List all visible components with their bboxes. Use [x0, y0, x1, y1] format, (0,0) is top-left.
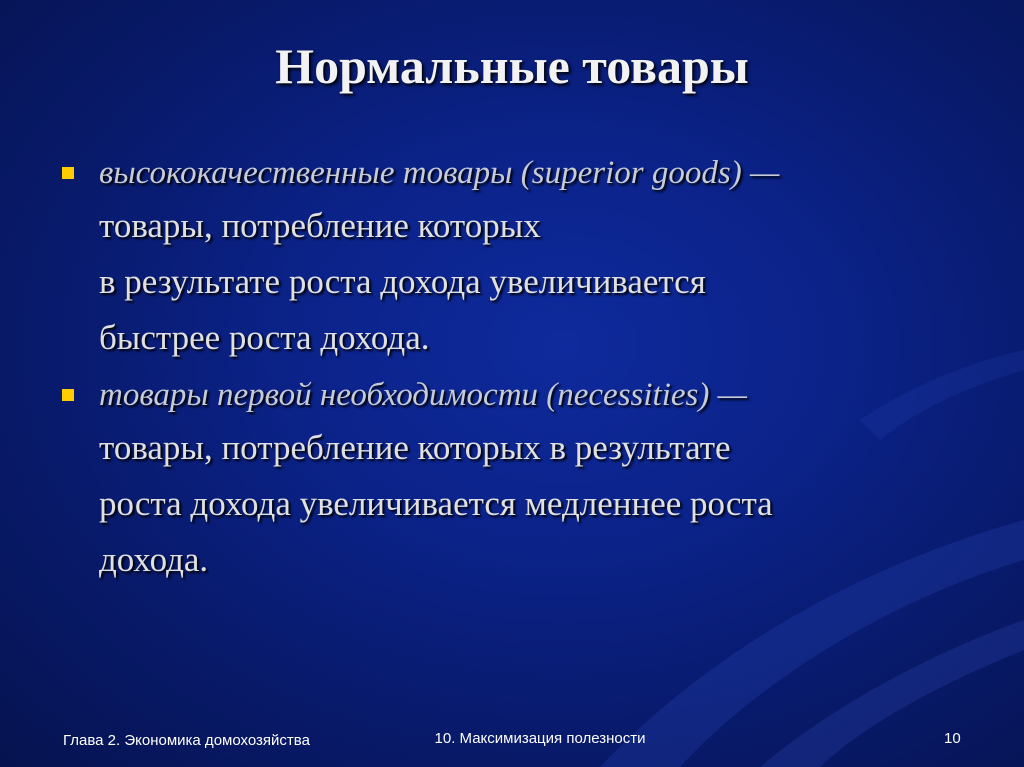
bullet-text-line: дохода. [99, 540, 209, 579]
bullet-text-line: роста дохода увеличивается медленнее роста [99, 484, 773, 523]
bullet-item-superior-goods [62, 148, 962, 366]
bullet-list [62, 148, 962, 592]
page-number: 10 [944, 730, 961, 747]
bullet-text-line: в результате роста дохода увеличивается [99, 262, 706, 301]
bullet-term: товары первой необходимости (necessities) — [99, 377, 747, 413]
slide-title: Нормальные товары [275, 38, 749, 94]
bullet-text-line: товары, потребление которых в результате [99, 428, 731, 467]
bullet-square-icon [62, 389, 74, 401]
bullet-item-necessities [62, 370, 962, 588]
footer-section: 10. Максимизация полезности [434, 730, 646, 747]
footer-chapter: Глава 2. Экономика домохозяйства [63, 732, 310, 749]
bullet-term: высококачественные товары (superior goods) — [99, 155, 780, 191]
bullet-text-line: товары, потребление которых [99, 206, 541, 245]
bullet-text-line: быстрее роста дохода. [99, 318, 430, 357]
bullet-square-icon [62, 167, 74, 179]
